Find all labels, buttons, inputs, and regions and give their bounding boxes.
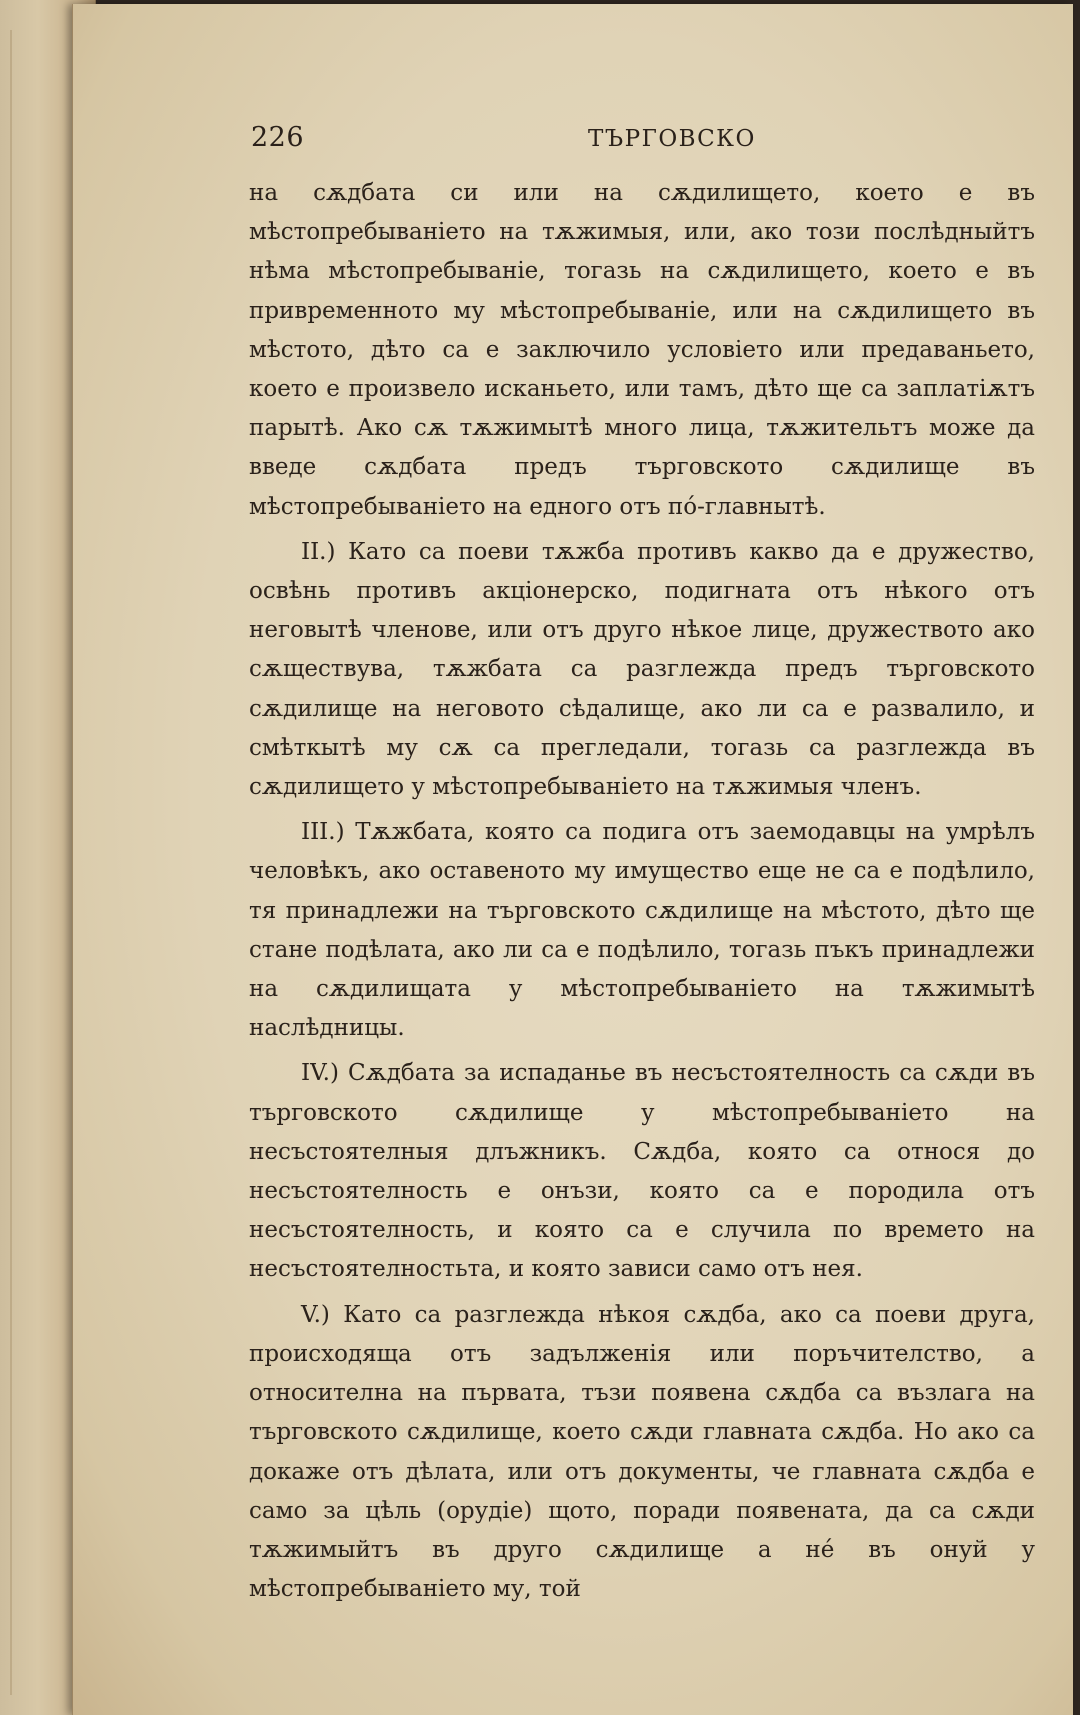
page-header — [73, 122, 1073, 162]
paragraph-ii: II.) Като са поеви тѫжба противъ какво да е дружество, освѣнь противъ акцiонерско, подигната отъ нѣкого отъ неговытѣ членове, или отъ друго нѣкое лице, дружеството ако сѫществува, тѫжбата са разглежда предъ търговското сѫдилище на неговото сѣдалище, ако ли са е развалило, и смѣткытѣ му сѫ са прегледали, тогазь са разглежда въ сѫдилището у мѣстопребыванiето на тѫжимыя членъ. — [249, 538, 1035, 801]
page-body — [249, 174, 1035, 1615]
paragraph-iii: III.) Тѫжбата, която са подига отъ заемодавцы на умрѣлъ человѣкъ, ако оставеното му имущество еще не са е подѣлило, тя принадлежи на търговското сѫдилище на мѣстото, дѣто ще стане подѣлата, ако ли са е подѣлило, тогазь пъкъ принадлежи на сѫдилищата у мѣстопребыванiето на тѫжимытѣ наслѣдницы. — [249, 819, 1035, 1042]
paragraph-v: V.) Като са разглежда нѣкоя сѫдба, ако са поеви друга, происходяща отъ задълженiя или поръчителство, а относителна на първата, тъзи появена сѫдба са възлага на търговското сѫдилище, което сѫди главната сѫдба. Но ако са докаже отъ дѣлата, или отъ документы, че главната сѫдба е само за цѣль (орудiе) щото, поради появената, да са сѫди тѫжимыйтъ въ друго сѫдилище а нé въ онуй у мѣстопребыванiето му, той — [249, 1301, 1035, 1603]
paragraph-continuation: на сѫдбата си или на сѫдилището, което е въ мѣстопребыванiето на тѫжимыя, или, ако този послѣдныйтъ нѣма мѣстопребыванiе, тогазь на сѫдилището, което е въ привременното му мѣстопребыванiе, или на сѫдилището въ мѣстото, дѣто са е заключило условiето или предаваньето, което е произвело исканьето, или тамъ, дѣто ще са заплатiѫтъ парытѣ. Ако сѫ тѫжимытѣ много лица, тѫжительтъ може да введе сѫдбата предъ търговското сѫдилище въ мѣстопребыванiето на едного отъ пó-главнытѣ. — [249, 180, 1035, 520]
paragraph-iv: IV.) Сѫдбата за испаданье въ несъстоятелность са сѫди въ търговското сѫдилище у мѣстопребыванiето на несъстоятелныя длъжникъ. Сѫдба, която са относя до несъстоятелность е онъзи, която са е породила отъ несъстоятелность, и която са е случила по времето на несъстоятелностьта, и която зависи само отъ нея. — [249, 1060, 1035, 1283]
running-head: ТЪРГОВСКО — [588, 126, 756, 152]
book-page — [72, 4, 1073, 1715]
page-fold-line — [10, 30, 12, 1695]
page-number: 226 — [251, 122, 305, 153]
